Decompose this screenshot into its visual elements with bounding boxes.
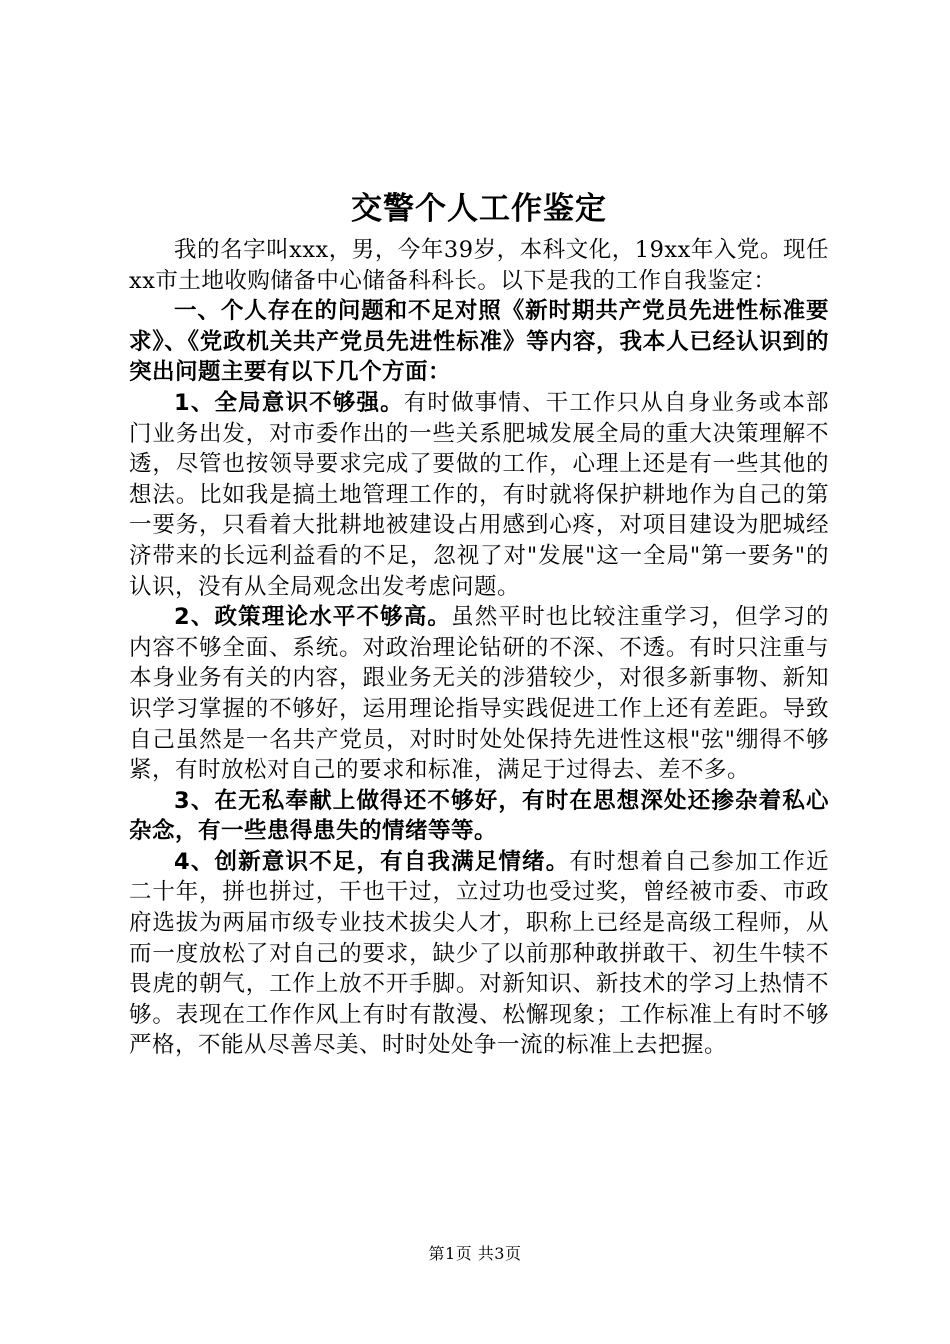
paragraph-text: 有时做事情、干工作只从自身业务或本部门业务出发，对市委作出的一些关系肥城发展全局的重大决策理解不透，尽管也按领导要求完成了要做的工作，心理上还是有一些其他的想法。比如我是搞土地管理工作的，有时就将保护耕地作为自己的第一要务，只看着大批耕地被建设占用感到心疼，对项目建设为肥城经济带来的长远利益看的不足，忽视了对"发展"这一全局"第一要务"的认识，没有从全局观念出发考虑问题。 — [129, 389, 829, 600]
paragraph-intro — [129, 235, 829, 296]
paragraph-text: 虽然平时也比较注重学习，但学习的内容不够全面、系统。对政治理论钻研的不深、不透。有时只注重与本身业务有关的内容，跟业务无关的涉猎较少，对很多新事物、新知识学习掌握的不够好，运用理论指导实践促进工作上还有差距。导致自己虽然是一名共产党员，对时时处处保持先进性这根"弦"绷得不够紧，有时放松对自己的要求和标准，满足于过得去、差不多。 — [129, 604, 829, 784]
paragraph-text: 我的名字叫xxx，男，今年39岁，本科文化，19xx年入党。现任xx市土地收购储备中心储备科科长。以下是我的工作自我鉴定： — [129, 237, 829, 294]
paragraph-lead: 一、个人存在的问题和不足对照《新时期共产党员先进性标准要求》、《党政机关共产党员先进性标准》等内容，我本人已经认识到的突出问题主要有以下几个方面： — [129, 298, 829, 386]
paragraph-lead: 4、创新意识不足，有自我满足情绪。 — [174, 848, 570, 875]
paragraph-section-heading — [129, 296, 829, 388]
paragraph-item-1 — [129, 388, 829, 602]
paragraph-lead: 3、在无私奉献上做得还不够好，有时在思想深处还掺杂着私心杂念，有一些患得患失的情绪等等。 — [129, 787, 829, 845]
paragraph-item-4 — [129, 847, 829, 1061]
paragraph-lead: 2、政策理论水平不够高。 — [174, 604, 452, 631]
page-footer: 第1页 共3页 — [428, 1244, 522, 1263]
paragraph-text: 有时想着自己参加工作近二十年，拼也拼过，干也干过，立过功也受过奖，曾经被市委、市政府选拔为两届市级专业技术拔尖人才，职称上已经是高级工程师，从而一度放松了对自己的要求，缺少了以前那种敢拼敢干、初生牛犊不畏虎的朝气，工作上放不开手脚。对新知识、新技术的学习上热情不够。表现在工作作风上有时有散漫、松懈现象；工作标准上有时不够严格，不能从尽善尽美、时时处处争一流的标准上去把握。 — [129, 848, 829, 1059]
paragraph-lead: 1、全局意识不够强。 — [174, 389, 404, 416]
document-title: 交警个人工作鉴定 — [351, 191, 607, 227]
document-body — [129, 183, 829, 1061]
paragraph-item-2 — [129, 602, 829, 786]
paragraph-item-3 — [129, 786, 829, 847]
